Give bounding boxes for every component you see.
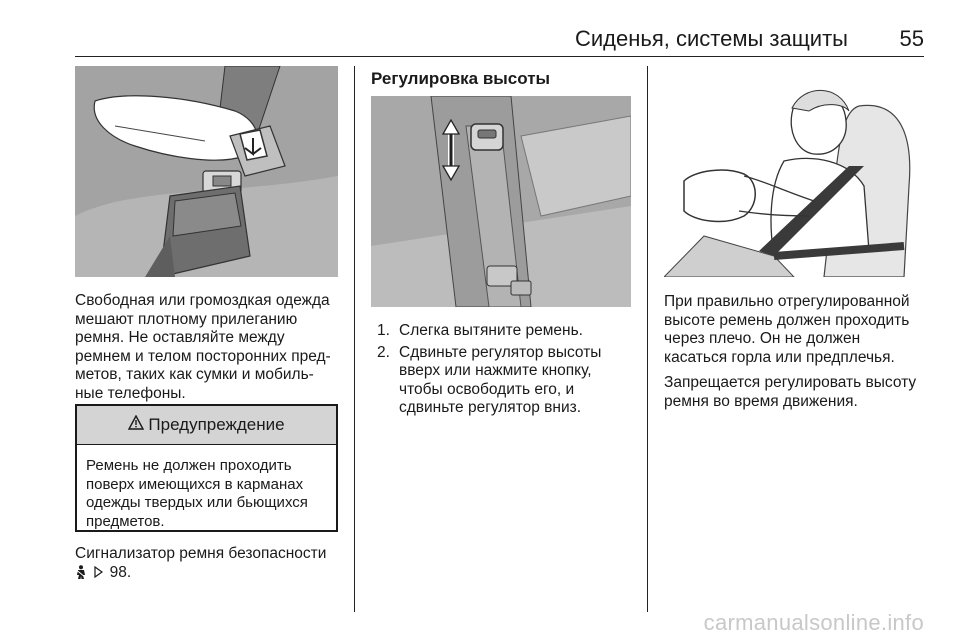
height-adjuster-illustration [371,96,631,307]
adjustment-steps [377,322,627,421]
height-adjustment-heading: Регулировка высоты [371,69,551,88]
belt-position-text [664,293,926,419]
page-reference-icon [93,565,103,577]
page-header [75,22,924,57]
list-item: 1. Слегка вытяните ремень. [377,322,583,339]
buckle-insertion-illustration [75,66,338,277]
seatbelt-person-icon [75,565,87,579]
indicator-text: Сигнализатор ремня безопасности [75,545,327,562]
warning-box [75,404,338,532]
belt-position-paragraph: При правильно отрегулированной высоте ремень должен проходить через плечо. Он не должен касаться горла или предплечья. [664,293,910,366]
column-divider [647,66,648,612]
warning-header [77,406,336,445]
indicator-paragraph [75,545,341,582]
warning-title: Предупреждение [148,415,285,434]
no-adjust-while-driving-paragraph: Запрещается регулировать высоту ремня во время движения. [664,374,917,410]
warning-text: Ремень не должен проходить поверх имеющихся в карманах одежды твердых или бьющихся предметов. [86,457,308,530]
column-divider [354,66,355,612]
watermark: carmanualsonline.info [703,610,924,635]
clothing-text: Свободная или громоздкая одежда мешают плотному прилеганию ремня. Не оставляйте между ремнем и телом посторонних пред-метов, таких как сумки и мобиль-ные телефоны. [75,292,331,402]
list-item: 2. Сдвиньте регулятор высоты вверх или нажмите кнопку, чтобы освободить его, и сдвиньте регулятор вниз. [377,343,602,417]
page-title: Сиденья, системы защиты [574,26,848,51]
warning-triangle-icon [128,415,144,435]
page-number: 55 [899,26,924,51]
indicator-page-ref: 98. [109,563,132,581]
correct-belt-position-illustration [664,66,924,277]
clothing-paragraph [75,292,341,411]
